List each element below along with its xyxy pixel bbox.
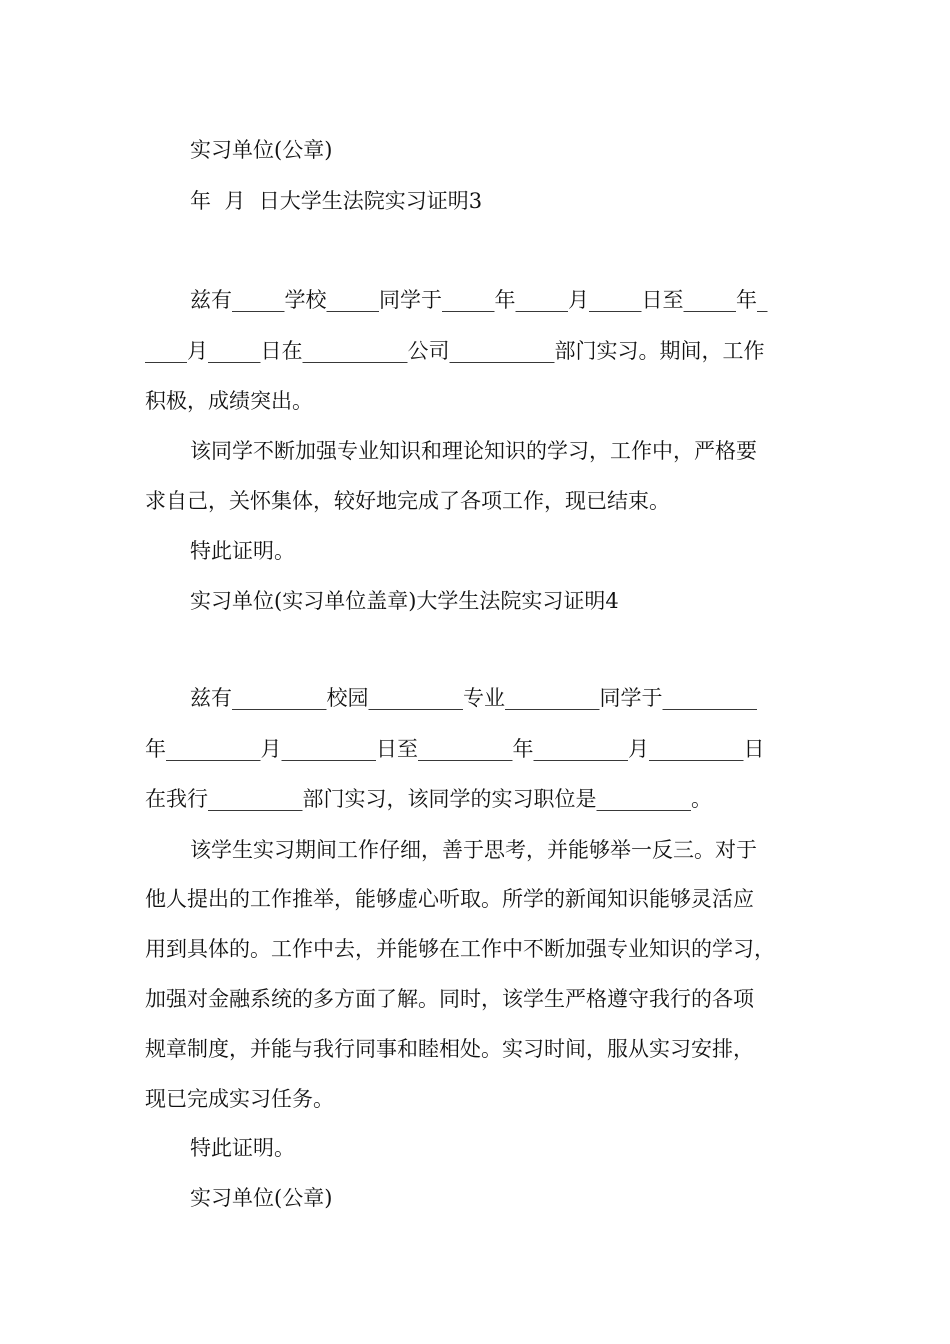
unit-seal-and-title-4: 实习单位(实习单位盖章)大学生法院实习证明4 — [190, 589, 619, 613]
certificate-3-body-line-1: 该同学不断加强专业知识和理论知识的学习，工作中，严格要 — [190, 439, 757, 463]
signature-unit-seal-final: 实习单位(公章) — [190, 1186, 333, 1210]
certificate-4-body-line-6: 现已完成实习任务。 — [145, 1087, 334, 1111]
certificate-4-body-line-4: 加强对金融系统的多方面了解。同时，该学生严格遵守我行的各项 — [145, 987, 754, 1011]
certificate-3-line-2: ____月_____日在__________公司__________部门实习。期间，工作 — [145, 339, 765, 363]
certificate-3-closing: 特此证明。 — [190, 539, 295, 563]
certificate-4-line-2: 年_________月_________日至_________年_________月_________日 — [145, 737, 765, 761]
certificate-4-body-line-3: 用到具体的。工作中去，并能够在工作中不断加强专业知识的学习， — [145, 937, 775, 961]
date-and-title-3: 年 月 日大学生法院实习证明3 — [190, 189, 483, 213]
certificate-3-line-1: 兹有_____学校_____同学于_____年_____月_____日至_____年_ — [190, 288, 768, 312]
certificate-4-body-line-1: 该学生实习期间工作仔细，善于思考，并能够举一反三。对于 — [190, 838, 757, 862]
certificate-4-line-1: 兹有_________校园_________专业_________同学于_________ — [190, 686, 757, 710]
certificate-3-line-3: 积极，成绩突出。 — [145, 389, 313, 413]
signature-unit-seal: 实习单位(公章) — [190, 138, 333, 162]
certificate-4-line-3: 在我行_________部门实习，该同学的实习职位是_________。 — [145, 787, 712, 811]
certificate-4-closing: 特此证明。 — [190, 1136, 295, 1160]
certificate-4-body-line-2: 他人提出的工作推举，能够虚心听取。所学的新闻知识能够灵活应 — [145, 887, 754, 911]
certificate-4-body-line-5: 规章制度，并能与我行同事和睦相处。实习时间，服从实习安排， — [145, 1037, 754, 1061]
certificate-3-body-line-2: 求自己，关怀集体，较好地完成了各项工作，现已结束。 — [145, 489, 670, 513]
